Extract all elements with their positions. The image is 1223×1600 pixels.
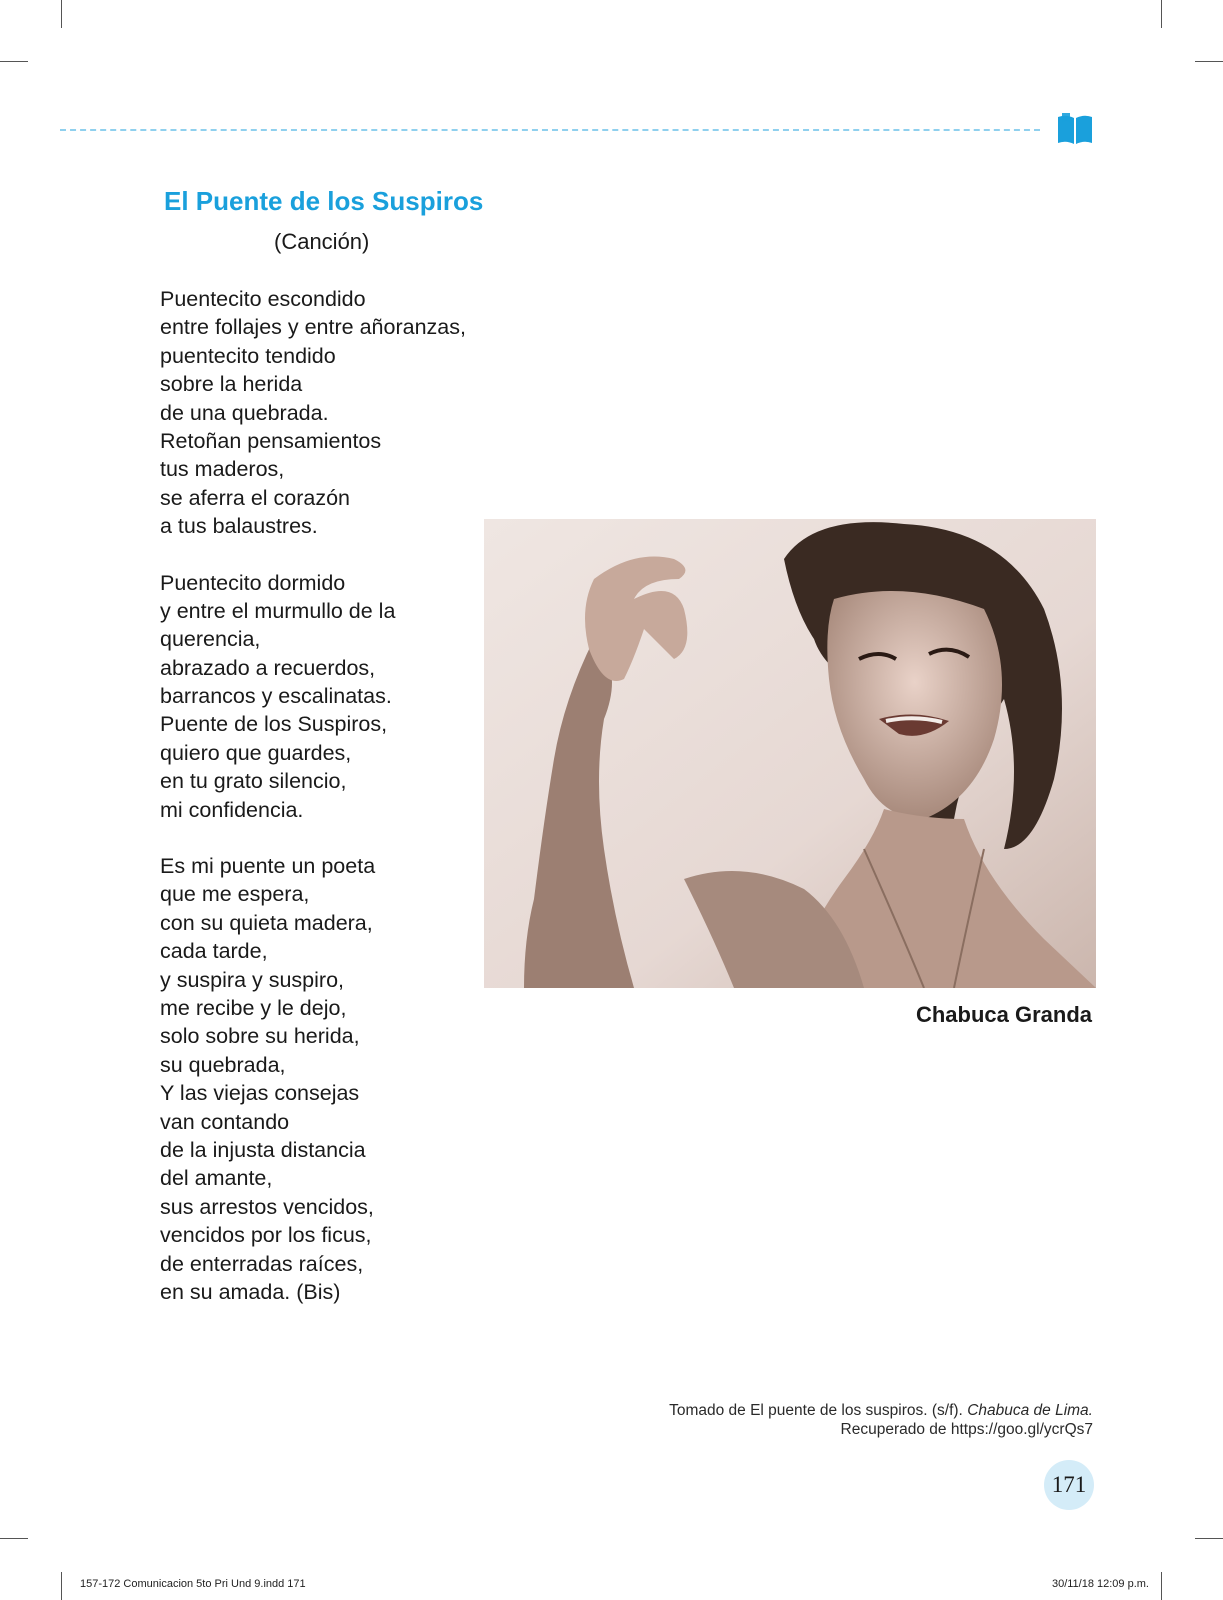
poem-line: que me espera,	[160, 882, 310, 907]
poem-line: de una quebrada.	[160, 400, 329, 425]
portrait-photo	[484, 519, 1096, 988]
poem-line: Retoñan pensamientos	[160, 428, 382, 453]
poem-line: y suspira y suspiro,	[160, 967, 345, 992]
poem-line: y entre el murmullo de la	[160, 598, 396, 623]
crop-mark	[1161, 0, 1162, 28]
poem-line: tus maderos,	[160, 457, 285, 482]
poem-line: Es mi puente un poeta	[160, 854, 376, 879]
source-line-1	[669, 1401, 1093, 1420]
poem-line: abrazado a recuerdos,	[160, 655, 376, 680]
poem-line: querencia,	[160, 627, 261, 652]
footer-timestamp: 30/11/18 12:09 p.m.	[1051, 1578, 1149, 1590]
poem-line: a tus balaustres.	[160, 514, 318, 539]
page-number: 171	[1051, 1472, 1087, 1497]
poem-line: del amante,	[160, 1166, 273, 1191]
header-dashed-rule	[60, 129, 1040, 131]
crop-mark	[61, 1572, 62, 1600]
poem-line: Puente de los Suspiros,	[160, 712, 388, 737]
poem-line: van contando	[160, 1109, 290, 1134]
crop-mark	[1161, 1572, 1162, 1600]
poem-line: en su amada. (Bis)	[160, 1279, 341, 1304]
stanza	[160, 852, 466, 1306]
crop-mark	[0, 1538, 28, 1539]
poem-line: sus arrestos vencidos,	[160, 1194, 374, 1219]
poem-line: se aferra el corazón	[160, 485, 351, 510]
poem-line: con su quieta madera,	[160, 910, 373, 935]
source-text: Tomado de El puente de los suspiros. (s/f).	[669, 1402, 968, 1419]
source-citation	[669, 1401, 1093, 1439]
photo-caption: Chabuca Granda	[915, 1002, 1092, 1027]
poem-line: en tu grato silencio,	[160, 769, 347, 794]
song-subtitle: (Canción)	[274, 229, 370, 254]
poem-line: vencidos por los ficus,	[160, 1223, 372, 1248]
footer-file-info: 157-172 Comunicacion 5to Pri Und 9.indd 171	[80, 1578, 306, 1590]
poem-line: de enterradas raíces,	[160, 1251, 364, 1276]
poem-line: quiero que guardes,	[160, 740, 352, 765]
open-book-icon	[1056, 111, 1094, 147]
song-title: El Puente de los Suspiros	[164, 186, 484, 216]
crop-mark	[1195, 61, 1223, 62]
poem-line: mi confidencia.	[160, 797, 304, 822]
stanza	[160, 569, 466, 825]
poem-line: cada tarde,	[160, 939, 268, 964]
stanza	[160, 285, 466, 541]
poem-line: solo sobre su herida,	[160, 1024, 360, 1049]
poem-body	[160, 285, 466, 1334]
poem-line: su quebrada,	[160, 1052, 286, 1077]
page-number-badge	[1044, 1460, 1094, 1510]
poem-line: Puentecito dormido	[160, 570, 346, 595]
crop-mark	[0, 61, 28, 62]
poem-line: me recibe y le dejo,	[160, 995, 347, 1020]
poem-line: Puentecito escondido	[160, 287, 366, 311]
poem-line: puentecito tendido	[160, 343, 336, 368]
crop-mark	[1195, 1538, 1223, 1539]
source-italic: Chabuca de Lima.	[967, 1402, 1093, 1419]
portrait-image	[484, 519, 1096, 988]
source-line-2: Recuperado de https://goo.gl/ycrQs7	[840, 1421, 1093, 1438]
poem-line: de la injusta distancia	[160, 1137, 366, 1162]
poem-line: Y las viejas consejas	[160, 1081, 360, 1106]
crop-mark	[61, 0, 62, 28]
poem-line: entre follajes y entre añoranzas,	[160, 315, 466, 340]
poem-line: barrancos y escalinatas.	[160, 684, 392, 709]
poem-line: sobre la herida	[160, 372, 303, 397]
